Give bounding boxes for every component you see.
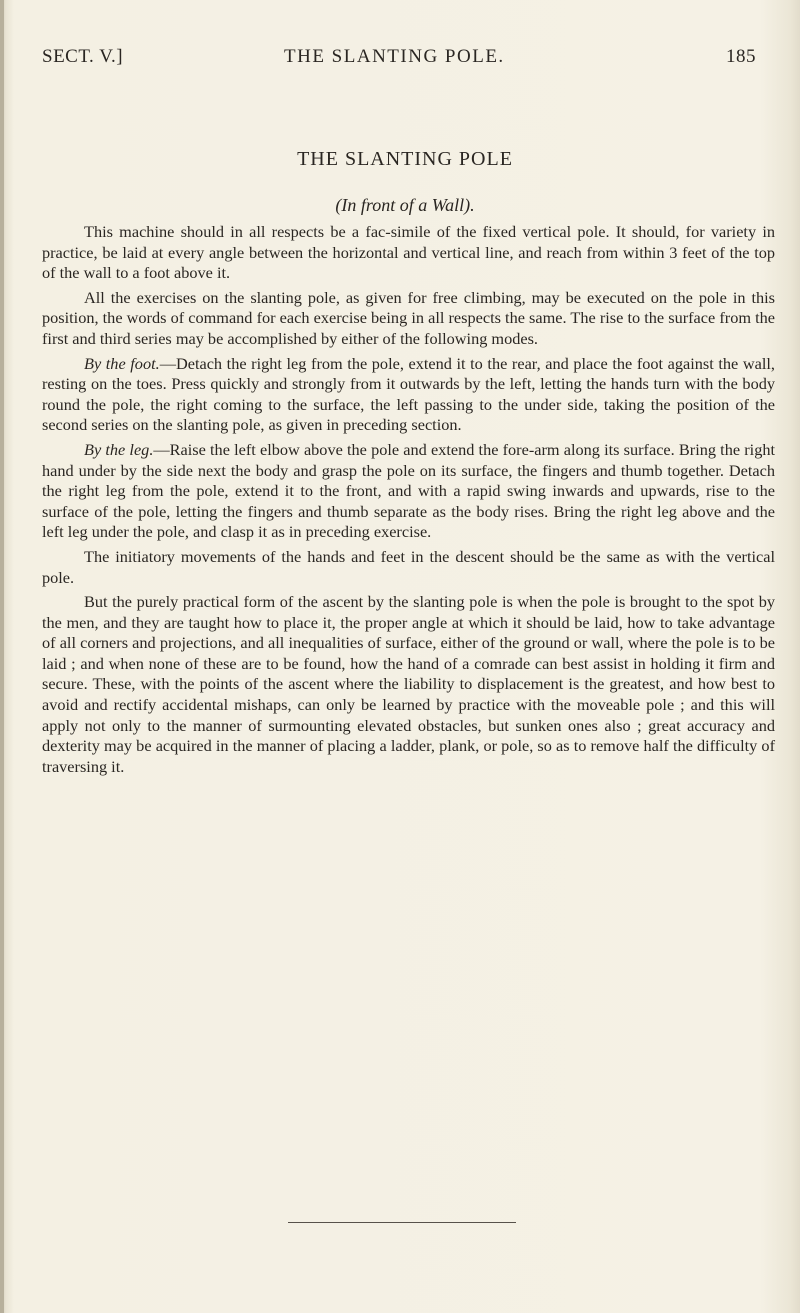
- chapter-subtitle: (In front of a Wall).: [335, 195, 475, 215]
- section-label: SECT. V.]: [42, 46, 124, 67]
- paragraph: [42, 354, 775, 436]
- paragraph: [42, 222, 775, 284]
- page-number: 185: [726, 46, 756, 67]
- paragraph-text: —Raise the left elbow above the pole and extend the fore-arm along its surface. Bring the right hand under by the side next the body and grasp the pole on its surface, the fingers and thumb together. Detach the right leg from the pole, extend it to the front, and with a rapid swing inwards and upwards, rise to the surface of the pole, letting the fingers and thumb separate as the body rises. Bring the right leg above and the left leg under the pole, and clasp it as in preceding exercise.: [42, 439, 775, 542]
- paragraph-text: This machine should in all respects be a fac-simile of the fixed vertical pole. It should, for variety in practice, be laid at every angle between the horizontal and vertical line, and reach from within 3 feet of the top of the wall to a foot above it.: [42, 222, 775, 283]
- paragraph: [42, 440, 775, 543]
- paragraph-lead: By the leg.: [84, 439, 154, 459]
- paragraph-text: The initiatory movements of the hands and feet in the descent should be the same as with the vertical pole.: [42, 546, 775, 587]
- paragraph-text: But the purely practical form of the ascent by the slanting pole is when the pole is brought to the spot by the men, and they are taught how to place it, the proper angle at which it should be laid, how to take advantage of all corners and projections, and all inequalities of surface, either of the ground or wall, where the pole is to be laid ; and when none of these are to be found, how the hand of a comrade can best assist in holding it firm and secure. These, with the points of the ascent where the liability to displacement is the greatest, and how best to avoid and rectify accidental mishaps, can only be learned by practice with the moveable pole ; and this will apply not only to the manner of surmounting elevated obstacles, but sunken ones also ; great accuracy and dexterity may be acquired in the manner of placing a ladder, plank, or pole, so as to remove half the difficulty of traversing it.: [42, 592, 775, 776]
- section-end-rule: [288, 1222, 516, 1223]
- running-title: THE SLANTING POLE.: [284, 46, 505, 67]
- running-head: [0, 46, 800, 76]
- paragraph: [42, 288, 775, 350]
- body-text: [42, 222, 775, 781]
- paragraph-lead: By the foot.: [84, 353, 160, 373]
- paragraph: [42, 592, 775, 777]
- paragraph-text: —Detach the right leg from the pole, extend it to the rear, and place the foot against the wall, resting on the toes. Press quickly and strongly from it outwards by the left, letting the hands turn with the body round the pole, the right coming to the surface, the left passing to the under side, taking the position of the second series on the slanting pole, as given in preceding section.: [42, 353, 775, 435]
- paragraph: [42, 547, 775, 588]
- chapter-title: THE SLANTING POLE: [297, 148, 513, 170]
- paragraph-text: All the exercises on the slanting pole, as given for free climbing, may be executed on the pole in this position, the words of command for each exercise being in all respects the same. The rise to the surface from the first and third series may be accomplished by either of the following modes.: [42, 287, 775, 348]
